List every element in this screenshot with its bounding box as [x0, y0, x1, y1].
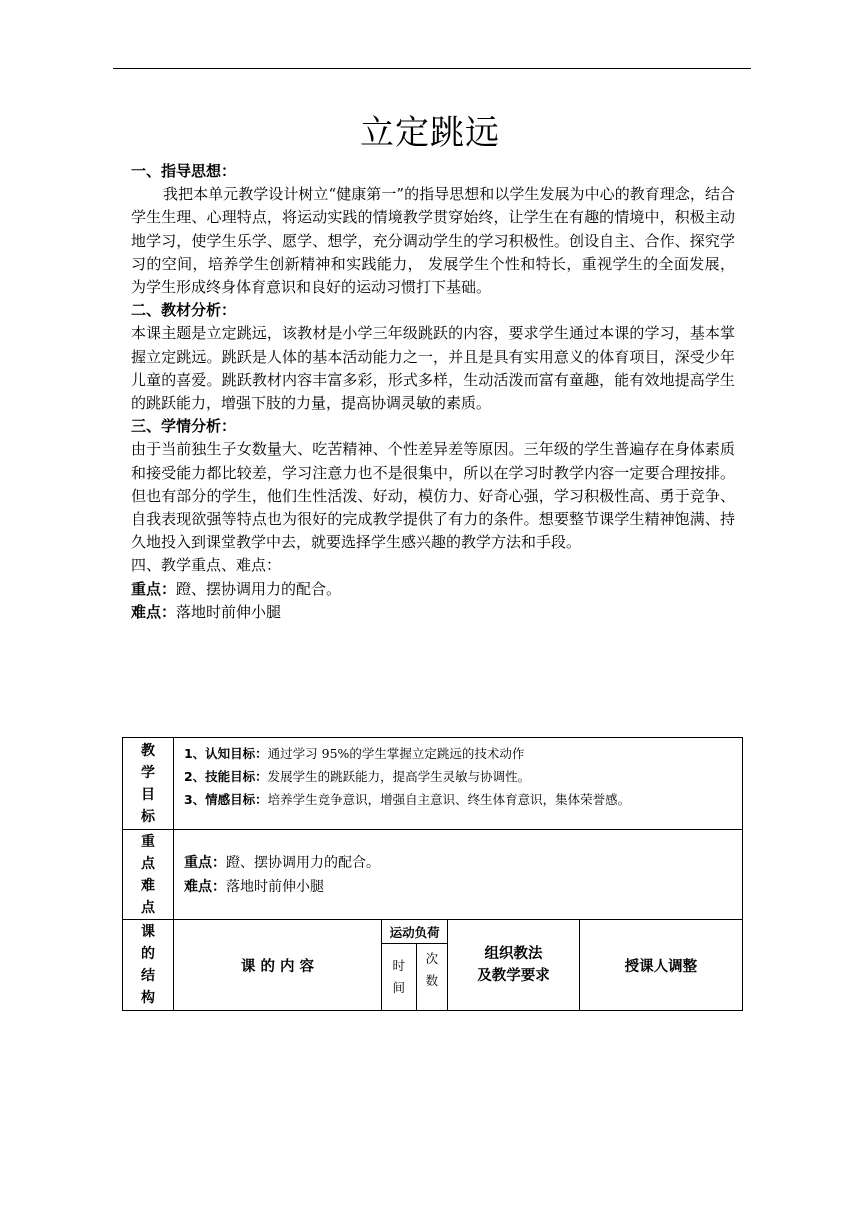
org-header-line2: 及教学要求 — [477, 968, 550, 984]
goal-affective — [184, 788, 742, 811]
content-header: 课 的 内 容 — [240, 958, 315, 975]
section-text-student-analysis: 由于当前独生子女数量大、吃苦精神、个性差异差等原因。三年级的学生普遍存在身体素质和接受能力都比较差，学习注意力也不是很集中，所以在学习时教学内容一定要合理按排。但也有部分的学生，他们生性活泼、好动，模仿力、好奇心强，学习积极性高、勇于竞争、自我表现欲强等特点也为很好的完成教学提供了有力的条件。想要整节课学生精神饱满、持久地投入到课堂教学中去，就要选择学生感兴趣的教学方法和手段。 — [131, 440, 735, 552]
key-point-text: 蹬、摆协调用力的配合。 — [176, 579, 342, 598]
goals-cell — [173, 738, 742, 830]
difficulty-line — [131, 601, 735, 624]
section-text-material-analysis: 本课主题是立定跳远，该教材是小学三年级跳跃的内容，要求学生通过本课的学习，基本掌握立定跳远。跳跃是人体的基本活动能力之一，并且是具有实用意义的体育项目，深受少年儿童的喜爱。跳跃教材内容丰富多彩，形式多样，生动活泼而富有童趣，能有效地提高学生的跳跃能力，增强下肢的力量，提高协调灵敏的素质。 — [131, 324, 735, 413]
content-header-cell — [173, 920, 381, 1011]
goal-affective-text: 培养学生竞争意识，增强自主意识、终生体育意识，集体荣誉感。 — [267, 792, 631, 807]
page-title: 立定跳远 — [360, 113, 500, 153]
table-difficulty-line — [184, 875, 742, 899]
goal-skill — [184, 765, 742, 788]
teacher-adjust-header: 授课人调整 — [624, 958, 698, 975]
focus-label-cell — [123, 830, 174, 920]
difficulty-label: 难点： — [131, 602, 177, 621]
header-rule — [113, 68, 751, 69]
section-heading-key-points: 四、教学重点、难点： — [131, 556, 282, 575]
count-header: 次数 — [425, 951, 439, 989]
table-key-point-line — [184, 851, 742, 875]
goal-cognitive — [184, 742, 742, 765]
section-heading-material-analysis: 二、教材分析： — [131, 301, 237, 320]
table-row-focus — [123, 830, 743, 920]
key-point-line — [131, 578, 735, 601]
key-point-label: 重点： — [131, 579, 177, 598]
section-heading-guiding-idea: 一、指导思想： — [131, 162, 237, 180]
load-header-cell — [381, 920, 447, 944]
table-key-point-text: 蹬、摆协调用力的配合。 — [225, 854, 380, 871]
org-header-line1: 组织教法 — [484, 946, 543, 962]
goal-affective-label: 3、情感目标： — [183, 792, 268, 807]
load-header: 运动负荷 — [389, 924, 440, 940]
goals-label: 教学目标 — [140, 742, 155, 825]
document-body — [131, 160, 735, 624]
table-row-structure-header — [123, 920, 743, 944]
goals-label-cell — [123, 738, 174, 830]
table-key-point-label: 重点： — [183, 854, 226, 871]
structure-label-cell — [123, 920, 174, 1011]
lesson-plan-table — [122, 737, 743, 1011]
table-row-goals — [123, 738, 743, 830]
goal-skill-label: 2、技能目标： — [183, 769, 268, 784]
difficulty-text: 落地时前伸小腿 — [176, 602, 282, 621]
focus-cell — [173, 830, 742, 920]
table-difficulty-label: 难点： — [183, 878, 226, 895]
goal-cognitive-text: 通过学习 95%的学生掌握立定跳远的技术动作 — [267, 746, 525, 761]
table-difficulty-text: 落地时前伸小腿 — [225, 878, 324, 895]
section-heading-student-analysis: 三、学情分析： — [131, 417, 237, 436]
teacher-adjust-header-cell — [579, 920, 742, 1011]
focus-label: 重点难点 — [140, 833, 155, 916]
time-header: 时间 — [392, 958, 406, 996]
goal-cognitive-label: 1、认知目标： — [183, 746, 268, 761]
count-header-cell — [416, 944, 448, 1011]
org-header-cell — [448, 920, 580, 1011]
goal-skill-text: 发展学生的跳跃能力，提高学生灵敏与协调性。 — [267, 769, 531, 784]
structure-label: 课的结构 — [140, 924, 155, 1006]
time-header-cell — [381, 944, 416, 1011]
section-text-guiding-idea: 我把本单元教学设计树立“健康第一”的指导思想和以学生发展为中心的教育理念，结合学生生理、心理特点，将运动实践的情境教学贯穿始终，让学生在有趣的情境中，积极主动地学习，使学生乐学、愿学、想学，充分调动学生的学习积极性。创设自主、合作、探究学习的空间，培养学生创新精神和实践能力， 发展学生个性和特长，重视学生的全面发展，为学生形成终身体育意识和良好的运动习惯打下基础。 — [131, 185, 735, 297]
